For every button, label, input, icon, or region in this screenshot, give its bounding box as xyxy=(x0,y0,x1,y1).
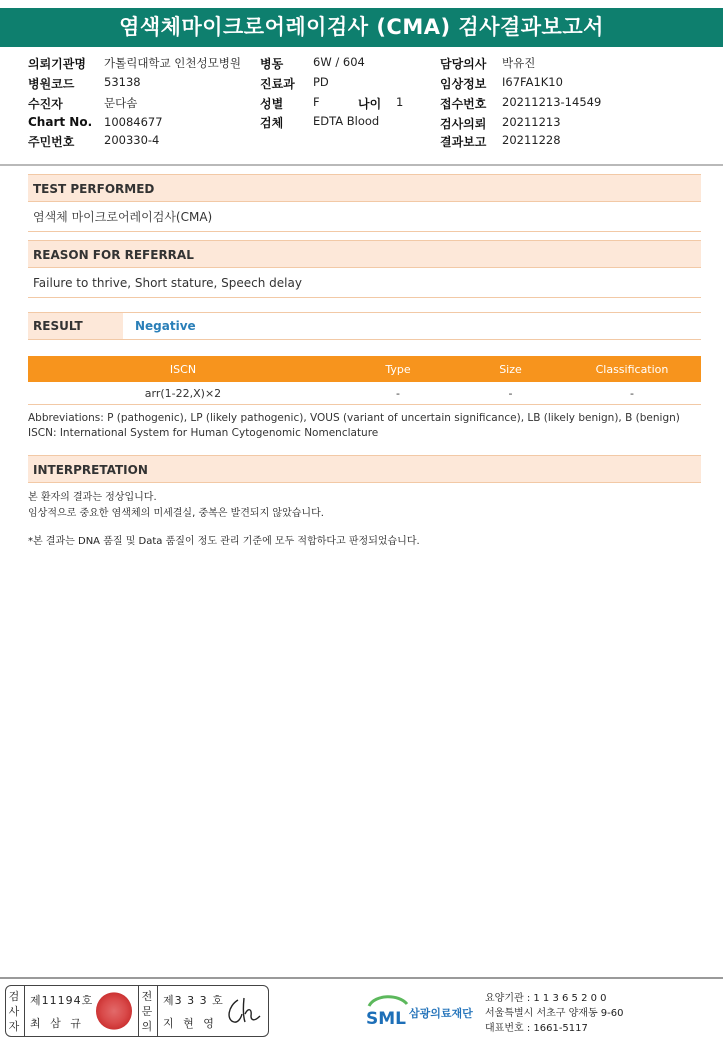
iscn-definition: ISCN: International System for Human Cytogenomic Nomenclature xyxy=(28,427,379,439)
header-size: Size xyxy=(458,356,563,382)
header-classification: Classification xyxy=(563,356,701,382)
chart-label: Chart No. xyxy=(28,115,93,129)
specimen-value: EDTA Blood xyxy=(313,114,380,128)
age-label: 나이 xyxy=(358,97,382,111)
doctor-label: 담당의사 xyxy=(440,57,487,71)
divider xyxy=(138,986,139,1036)
logo-sml-text: SML xyxy=(366,1009,406,1029)
ward-label: 병동 xyxy=(260,57,284,71)
reported-value: 20211228 xyxy=(502,133,561,147)
cell-size: - xyxy=(458,382,563,405)
cell-classification: - xyxy=(563,382,701,405)
chart-value: 10084677 xyxy=(104,115,163,129)
code-value: 53138 xyxy=(104,75,141,89)
quality-note: *본 결과는 DNA 품질 및 Data 품질이 정도 관리 기준에 모두 적합하다고 판정되었습니다. xyxy=(28,536,420,547)
header-iscn: ISCN xyxy=(28,356,338,382)
signature-box xyxy=(5,985,269,1037)
interpretation-text xyxy=(28,490,708,550)
test-performed-text: 염색체 마이크로어레이검사(CMA) xyxy=(28,202,701,232)
patient-value: 문다솜 xyxy=(104,96,138,110)
interpretation-heading: INTERPRETATION xyxy=(28,455,701,483)
hospital-value: 가톨릭대학교 인천성모병원 xyxy=(104,56,241,70)
sex-label: 성별 xyxy=(260,97,284,111)
result-label: RESULT xyxy=(28,312,123,340)
cell-type: - xyxy=(338,382,458,405)
report-title: 염색체마이크로어레이검사 (CMA) 검사결과보고서 xyxy=(0,8,723,47)
age-value: 1 xyxy=(396,95,404,109)
code-label: 병원코드 xyxy=(28,77,75,91)
receipt-value: 20211213-14549 xyxy=(502,95,602,109)
footer-divider xyxy=(0,977,723,979)
signature-icon xyxy=(224,994,264,1028)
divider xyxy=(157,986,158,1036)
tester-label: 검사자 xyxy=(8,990,20,1033)
company-address: 서울특별시 서초구 양재동 9-60 xyxy=(485,1008,624,1019)
sml-logo-icon xyxy=(365,992,411,1032)
abbreviations-line: Abbreviations: P (pathogenic), LP (likely pathogenic), VOUS (variant of uncertain significance), LB (likely benign), B (benign) xyxy=(28,412,680,424)
doctor-name: 지 현 영 xyxy=(163,1017,217,1030)
institution-code: 요양기관 : 1 1 3 6 5 2 0 0 xyxy=(485,993,607,1004)
clinical-label: 임상정보 xyxy=(440,77,487,91)
result-value: Negative xyxy=(123,312,701,340)
resident-value: 200330-4 xyxy=(104,133,160,147)
table-row xyxy=(28,382,701,405)
hospital-label: 의뢰기관명 xyxy=(28,57,86,71)
divider xyxy=(24,986,25,1036)
requested-value: 20211213 xyxy=(502,115,561,129)
ward-value: 6W / 604 xyxy=(313,55,365,69)
clinical-value: I67FA1K10 xyxy=(502,75,563,89)
test-performed-heading: TEST PERFORMED xyxy=(28,174,701,202)
receipt-label: 접수번호 xyxy=(440,97,487,111)
specimen-label: 검체 xyxy=(260,116,284,130)
cell-iscn: arr(1-22,X)×2 xyxy=(28,382,338,405)
divider xyxy=(0,164,723,166)
patient-info xyxy=(0,55,723,155)
dept-value: PD xyxy=(313,75,329,89)
iscn-table xyxy=(28,356,701,405)
patient-label: 수진자 xyxy=(28,97,63,111)
logo-org-text: 삼광의료재단 xyxy=(409,1007,473,1020)
doctor-value: 박유진 xyxy=(502,56,536,70)
abbreviations xyxy=(28,411,718,441)
header-type: Type xyxy=(338,356,458,382)
interpretation-line: 본 환자의 결과는 정상입니다. xyxy=(28,492,157,503)
doctor-number: 제3 3 3 호 xyxy=(163,994,224,1007)
reported-label: 결과보고 xyxy=(440,135,487,149)
tester-number: 제11194호 xyxy=(30,994,94,1007)
referral-text: Failure to thrive, Short stature, Speech delay xyxy=(28,268,701,298)
referral-heading: REASON FOR REFERRAL xyxy=(28,240,701,268)
interpretation-line: 임상적으로 중요한 염색체의 미세결실, 중복은 발견되지 않았습니다. xyxy=(28,508,324,519)
company-info xyxy=(485,991,624,1036)
sex-value: F xyxy=(313,95,320,109)
resident-label: 주민번호 xyxy=(28,135,75,149)
table-header-row xyxy=(28,356,701,382)
company-logo xyxy=(365,992,485,1032)
company-phone: 대표번호 : 1661-5117 xyxy=(485,1023,588,1034)
tester-name: 최 삼 규 xyxy=(30,1017,84,1030)
dept-label: 진료과 xyxy=(260,77,295,91)
confirm-label: 전문의 xyxy=(141,990,153,1033)
seal-stamp-icon xyxy=(96,992,132,1030)
requested-label: 검사의뢰 xyxy=(440,117,487,131)
